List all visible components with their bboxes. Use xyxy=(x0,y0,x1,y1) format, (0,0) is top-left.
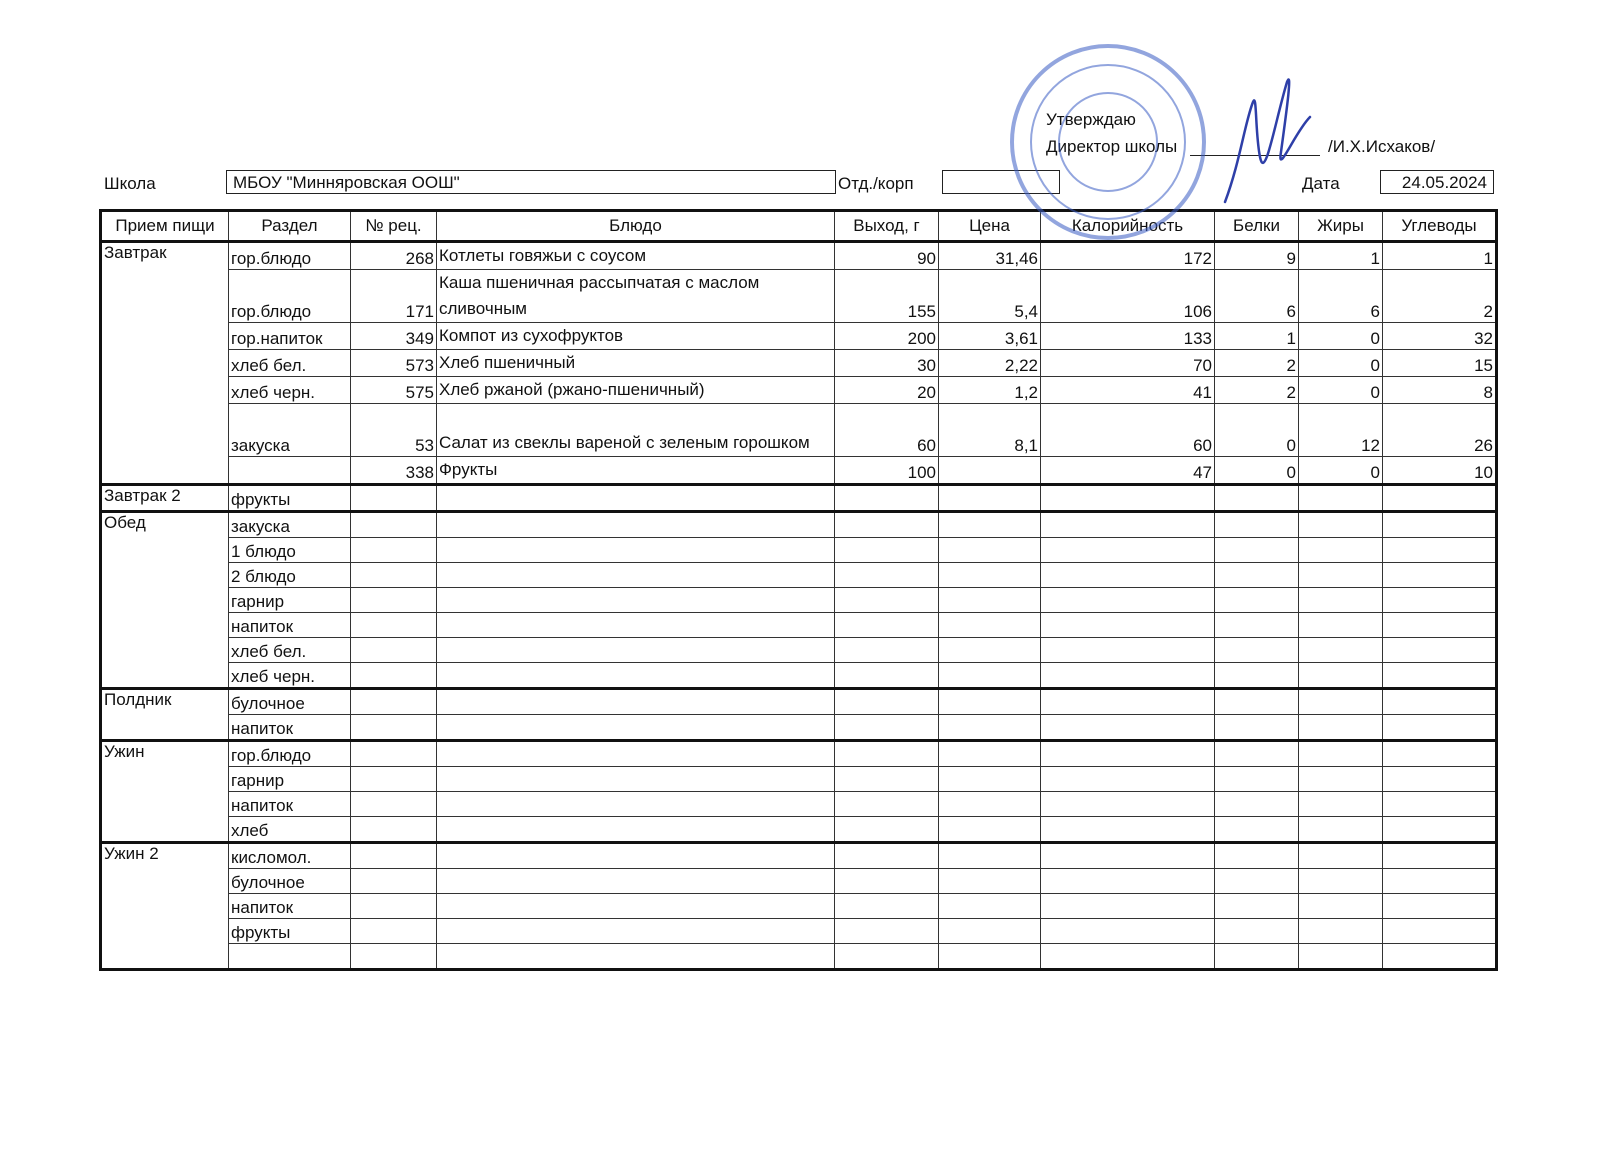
carbs-cell xyxy=(1383,715,1497,741)
kcal-cell xyxy=(1041,538,1215,563)
protein-cell xyxy=(1215,563,1299,588)
price-cell xyxy=(939,715,1041,741)
yield-cell xyxy=(835,894,939,919)
protein-cell xyxy=(1215,485,1299,512)
dept-label: Отд./корп xyxy=(838,174,914,193)
section-cell: напиток xyxy=(229,715,351,741)
price-cell xyxy=(939,894,1041,919)
section-cell: фрукты xyxy=(229,919,351,944)
carbs-cell xyxy=(1383,588,1497,613)
protein-cell xyxy=(1215,638,1299,663)
dish-cell xyxy=(437,919,835,944)
yield-cell xyxy=(835,512,939,538)
carbs-cell xyxy=(1383,919,1497,944)
protein-cell xyxy=(1215,919,1299,944)
table-row xyxy=(101,767,1497,792)
fat-cell xyxy=(1299,869,1383,894)
protein-cell xyxy=(1215,663,1299,689)
section-cell xyxy=(229,457,351,485)
kcal-cell: 172 xyxy=(1041,242,1215,270)
price-cell xyxy=(939,689,1041,715)
protein-cell xyxy=(1215,741,1299,767)
carbs-cell: 26 xyxy=(1383,404,1497,457)
recipe-cell xyxy=(351,638,437,663)
meal-cell: Ужин xyxy=(101,741,229,843)
protein-cell: 9 xyxy=(1215,242,1299,270)
price-cell: 8,1 xyxy=(939,404,1041,457)
protein-cell: 1 xyxy=(1215,323,1299,350)
table-header xyxy=(101,211,1497,242)
protein-cell xyxy=(1215,792,1299,817)
protein-cell: 6 xyxy=(1215,270,1299,323)
table-row xyxy=(101,350,1497,377)
table-row xyxy=(101,894,1497,919)
dish-cell xyxy=(437,869,835,894)
fat-cell xyxy=(1299,741,1383,767)
yield-cell xyxy=(835,792,939,817)
price-cell xyxy=(939,663,1041,689)
dish-cell xyxy=(437,638,835,663)
recipe-cell xyxy=(351,689,437,715)
dish-cell xyxy=(437,563,835,588)
yield-cell: 90 xyxy=(835,242,939,270)
section-cell: 1 блюдо xyxy=(229,538,351,563)
yield-cell xyxy=(835,741,939,767)
menu-table xyxy=(99,209,1498,971)
table-row xyxy=(101,919,1497,944)
kcal-cell xyxy=(1041,869,1215,894)
kcal-cell: 47 xyxy=(1041,457,1215,485)
kcal-cell xyxy=(1041,817,1215,843)
price-cell: 5,4 xyxy=(939,270,1041,323)
recipe-cell: 268 xyxy=(351,242,437,270)
recipe-cell xyxy=(351,767,437,792)
price-cell xyxy=(939,843,1041,869)
section-cell: напиток xyxy=(229,792,351,817)
table-row xyxy=(101,323,1497,350)
recipe-cell: 575 xyxy=(351,377,437,404)
section-cell: кисломол. xyxy=(229,843,351,869)
dish-cell xyxy=(437,613,835,638)
col-yield-header: Выход, г xyxy=(835,211,939,242)
carbs-cell: 10 xyxy=(1383,457,1497,485)
carbs-cell xyxy=(1383,563,1497,588)
table-row xyxy=(101,817,1497,843)
dish-cell xyxy=(437,944,835,970)
kcal-cell: 106 xyxy=(1041,270,1215,323)
protein-cell xyxy=(1215,715,1299,741)
signature-line xyxy=(1190,155,1320,156)
dish-cell xyxy=(437,538,835,563)
table-row xyxy=(101,663,1497,689)
table-row xyxy=(101,944,1497,970)
fat-cell: 1 xyxy=(1299,242,1383,270)
dish-cell xyxy=(437,894,835,919)
carbs-cell: 32 xyxy=(1383,323,1497,350)
dish-cell xyxy=(437,485,835,512)
yield-cell xyxy=(835,613,939,638)
protein-cell xyxy=(1215,869,1299,894)
yield-cell xyxy=(835,919,939,944)
yield-cell xyxy=(835,538,939,563)
price-cell xyxy=(939,944,1041,970)
recipe-cell xyxy=(351,817,437,843)
col-recipe-header: № рец. xyxy=(351,211,437,242)
meal-cell: Обед xyxy=(101,512,229,689)
price-cell xyxy=(939,767,1041,792)
yield-cell xyxy=(835,869,939,894)
carbs-cell xyxy=(1383,512,1497,538)
recipe-cell xyxy=(351,869,437,894)
yield-cell xyxy=(835,663,939,689)
section-cell: булочное xyxy=(229,869,351,894)
table-row xyxy=(101,538,1497,563)
kcal-cell xyxy=(1041,563,1215,588)
table-row xyxy=(101,741,1497,767)
meal-cell: Полдник xyxy=(101,689,229,741)
fat-cell xyxy=(1299,663,1383,689)
col-kcal-header: Калорийность xyxy=(1041,211,1215,242)
school-label: Школа xyxy=(104,174,156,193)
section-cell: гарнир xyxy=(229,588,351,613)
protein-cell xyxy=(1215,894,1299,919)
carbs-cell xyxy=(1383,817,1497,843)
kcal-cell xyxy=(1041,767,1215,792)
dish-cell: Хлеб ржаной (ржано-пшеничный) xyxy=(437,377,835,404)
price-cell xyxy=(939,817,1041,843)
recipe-cell xyxy=(351,894,437,919)
protein-cell xyxy=(1215,613,1299,638)
section-cell xyxy=(229,944,351,970)
col-fat-header: Жиры xyxy=(1299,211,1383,242)
table-row xyxy=(101,638,1497,663)
table-row xyxy=(101,792,1497,817)
dish-cell xyxy=(437,689,835,715)
protein-cell xyxy=(1215,538,1299,563)
recipe-cell: 349 xyxy=(351,323,437,350)
carbs-cell: 15 xyxy=(1383,350,1497,377)
fat-cell xyxy=(1299,944,1383,970)
protein-cell xyxy=(1215,944,1299,970)
price-cell xyxy=(939,741,1041,767)
kcal-cell xyxy=(1041,588,1215,613)
table-row xyxy=(101,715,1497,741)
header-row xyxy=(101,211,1497,242)
col-section-header: Раздел xyxy=(229,211,351,242)
dish-cell xyxy=(437,715,835,741)
yield-cell xyxy=(835,843,939,869)
table-row xyxy=(101,457,1497,485)
carbs-cell: 2 xyxy=(1383,270,1497,323)
dept-field[interactable] xyxy=(942,170,1060,194)
price-cell: 2,22 xyxy=(939,350,1041,377)
yield-cell: 30 xyxy=(835,350,939,377)
yield-cell: 60 xyxy=(835,404,939,457)
table-row xyxy=(101,869,1497,894)
table-row xyxy=(101,843,1497,869)
section-cell: гор.блюдо xyxy=(229,741,351,767)
yield-cell xyxy=(835,563,939,588)
approve-label: Утверждаю xyxy=(1046,110,1136,129)
dish-cell xyxy=(437,741,835,767)
carbs-cell xyxy=(1383,538,1497,563)
recipe-cell xyxy=(351,485,437,512)
fat-cell xyxy=(1299,894,1383,919)
fat-cell xyxy=(1299,715,1383,741)
price-cell xyxy=(939,638,1041,663)
fat-cell xyxy=(1299,767,1383,792)
date-label: Дата xyxy=(1302,174,1340,193)
yield-cell xyxy=(835,689,939,715)
table-row xyxy=(101,242,1497,270)
kcal-cell xyxy=(1041,944,1215,970)
section-cell: напиток xyxy=(229,613,351,638)
yield-cell xyxy=(835,944,939,970)
kcal-cell xyxy=(1041,638,1215,663)
protein-cell xyxy=(1215,689,1299,715)
yield-cell xyxy=(835,485,939,512)
fat-cell xyxy=(1299,563,1383,588)
fat-cell xyxy=(1299,689,1383,715)
kcal-cell: 133 xyxy=(1041,323,1215,350)
section-cell: напиток xyxy=(229,894,351,919)
protein-cell: 2 xyxy=(1215,350,1299,377)
section-cell: фрукты xyxy=(229,485,351,512)
section-cell: хлеб xyxy=(229,817,351,843)
school-field[interactable]: МБОУ "Минняровская ООШ" xyxy=(226,170,836,194)
protein-cell xyxy=(1215,767,1299,792)
table-row xyxy=(101,270,1497,323)
dish-cell xyxy=(437,512,835,538)
price-cell xyxy=(939,512,1041,538)
recipe-cell xyxy=(351,843,437,869)
section-cell: гарнир xyxy=(229,767,351,792)
carbs-cell xyxy=(1383,944,1497,970)
price-cell xyxy=(939,538,1041,563)
director-label-text: Директор школы xyxy=(1046,137,1178,156)
carbs-cell xyxy=(1383,638,1497,663)
fat-cell xyxy=(1299,512,1383,538)
carbs-cell xyxy=(1383,792,1497,817)
price-cell xyxy=(939,457,1041,485)
section-cell: 2 блюдо xyxy=(229,563,351,588)
dish-cell xyxy=(437,663,835,689)
fat-cell xyxy=(1299,588,1383,613)
section-cell: закуска xyxy=(229,512,351,538)
carbs-cell xyxy=(1383,843,1497,869)
price-cell xyxy=(939,792,1041,817)
protein-cell xyxy=(1215,512,1299,538)
yield-cell xyxy=(835,638,939,663)
protein-cell: 0 xyxy=(1215,404,1299,457)
table-row xyxy=(101,613,1497,638)
price-cell xyxy=(939,869,1041,894)
recipe-cell xyxy=(351,588,437,613)
carbs-cell xyxy=(1383,767,1497,792)
yield-cell: 100 xyxy=(835,457,939,485)
col-carbs-header: Углеводы xyxy=(1383,211,1497,242)
dish-cell: Котлеты говяжьи с соусом xyxy=(437,242,835,270)
carbs-cell xyxy=(1383,613,1497,638)
kcal-cell xyxy=(1041,843,1215,869)
dish-cell xyxy=(437,817,835,843)
fat-cell xyxy=(1299,817,1383,843)
recipe-cell xyxy=(351,944,437,970)
price-cell xyxy=(939,613,1041,638)
fat-cell: 0 xyxy=(1299,377,1383,404)
recipe-cell: 338 xyxy=(351,457,437,485)
dish-cell: Фрукты xyxy=(437,457,835,485)
dish-cell: Каша пшеничная рассыпчатая с маслом сливочным xyxy=(437,270,835,323)
carbs-cell xyxy=(1383,689,1497,715)
fat-cell: 12 xyxy=(1299,404,1383,457)
col-dish-header: Блюдо xyxy=(437,211,835,242)
kcal-cell: 60 xyxy=(1041,404,1215,457)
kcal-cell xyxy=(1041,689,1215,715)
table-row xyxy=(101,377,1497,404)
price-cell xyxy=(939,919,1041,944)
recipe-cell xyxy=(351,741,437,767)
fat-cell xyxy=(1299,613,1383,638)
section-cell: закуска xyxy=(229,404,351,457)
price-cell xyxy=(939,588,1041,613)
section-cell: булочное xyxy=(229,689,351,715)
yield-cell: 155 xyxy=(835,270,939,323)
recipe-cell: 53 xyxy=(351,404,437,457)
protein-cell: 0 xyxy=(1215,457,1299,485)
table-row xyxy=(101,485,1497,512)
price-cell: 3,61 xyxy=(939,323,1041,350)
kcal-cell xyxy=(1041,792,1215,817)
yield-cell xyxy=(835,715,939,741)
fat-cell xyxy=(1299,538,1383,563)
yield-cell xyxy=(835,588,939,613)
kcal-cell xyxy=(1041,663,1215,689)
kcal-cell xyxy=(1041,715,1215,741)
col-meal-header: Прием пищи xyxy=(101,211,229,242)
fat-cell xyxy=(1299,638,1383,663)
yield-cell xyxy=(835,817,939,843)
yield-cell: 20 xyxy=(835,377,939,404)
kcal-cell xyxy=(1041,613,1215,638)
table-row xyxy=(101,588,1497,613)
dish-cell: Компот из сухофруктов xyxy=(437,323,835,350)
carbs-cell: 1 xyxy=(1383,242,1497,270)
protein-cell xyxy=(1215,817,1299,843)
col-price-header: Цена xyxy=(939,211,1041,242)
director-name: /И.Х.Исхаков/ xyxy=(1328,137,1436,156)
price-cell: 1,2 xyxy=(939,377,1041,404)
price-cell xyxy=(939,485,1041,512)
recipe-cell xyxy=(351,613,437,638)
recipe-cell: 573 xyxy=(351,350,437,377)
table-row xyxy=(101,689,1497,715)
fat-cell xyxy=(1299,485,1383,512)
table-row xyxy=(101,563,1497,588)
dish-cell: Хлеб пшеничный xyxy=(437,350,835,377)
dish-cell xyxy=(437,767,835,792)
meal-cell: Завтрак xyxy=(101,242,229,485)
carbs-cell xyxy=(1383,741,1497,767)
fat-cell: 0 xyxy=(1299,350,1383,377)
fat-cell xyxy=(1299,843,1383,869)
carbs-cell xyxy=(1383,869,1497,894)
dish-cell: Салат из свеклы вареной с зеленым горошком xyxy=(437,404,835,457)
kcal-cell xyxy=(1041,741,1215,767)
price-cell xyxy=(939,563,1041,588)
table-body xyxy=(101,242,1497,970)
protein-cell xyxy=(1215,588,1299,613)
table-row xyxy=(101,404,1497,457)
carbs-cell xyxy=(1383,894,1497,919)
meal-cell: Ужин 2 xyxy=(101,843,229,970)
fat-cell: 0 xyxy=(1299,457,1383,485)
fat-cell: 0 xyxy=(1299,323,1383,350)
yield-cell: 200 xyxy=(835,323,939,350)
recipe-cell xyxy=(351,563,437,588)
kcal-cell xyxy=(1041,894,1215,919)
recipe-cell xyxy=(351,538,437,563)
section-cell: хлеб черн. xyxy=(229,377,351,404)
fat-cell xyxy=(1299,792,1383,817)
recipe-cell xyxy=(351,663,437,689)
carbs-cell: 8 xyxy=(1383,377,1497,404)
dish-cell xyxy=(437,843,835,869)
carbs-cell xyxy=(1383,485,1497,512)
section-cell: гор.блюдо xyxy=(229,270,351,323)
kcal-cell xyxy=(1041,919,1215,944)
kcal-cell xyxy=(1041,485,1215,512)
protein-cell: 2 xyxy=(1215,377,1299,404)
recipe-cell: 171 xyxy=(351,270,437,323)
protein-cell xyxy=(1215,843,1299,869)
section-cell: хлеб бел. xyxy=(229,350,351,377)
dish-cell xyxy=(437,588,835,613)
price-cell: 31,46 xyxy=(939,242,1041,270)
dish-cell xyxy=(437,792,835,817)
fat-cell xyxy=(1299,919,1383,944)
recipe-cell xyxy=(351,715,437,741)
section-cell: хлеб бел. xyxy=(229,638,351,663)
director-label xyxy=(1046,137,1177,157)
kcal-cell xyxy=(1041,512,1215,538)
date-field[interactable]: 24.05.2024 xyxy=(1380,170,1494,194)
kcal-cell: 41 xyxy=(1041,377,1215,404)
section-cell: гор.блюдо xyxy=(229,242,351,270)
section-cell: гор.напиток xyxy=(229,323,351,350)
carbs-cell xyxy=(1383,663,1497,689)
kcal-cell: 70 xyxy=(1041,350,1215,377)
col-protein-header: Белки xyxy=(1215,211,1299,242)
recipe-cell xyxy=(351,512,437,538)
recipe-cell xyxy=(351,792,437,817)
meal-cell: Завтрак 2 xyxy=(101,485,229,512)
fat-cell: 6 xyxy=(1299,270,1383,323)
section-cell: хлеб черн. xyxy=(229,663,351,689)
yield-cell xyxy=(835,767,939,792)
recipe-cell xyxy=(351,919,437,944)
table-row xyxy=(101,512,1497,538)
